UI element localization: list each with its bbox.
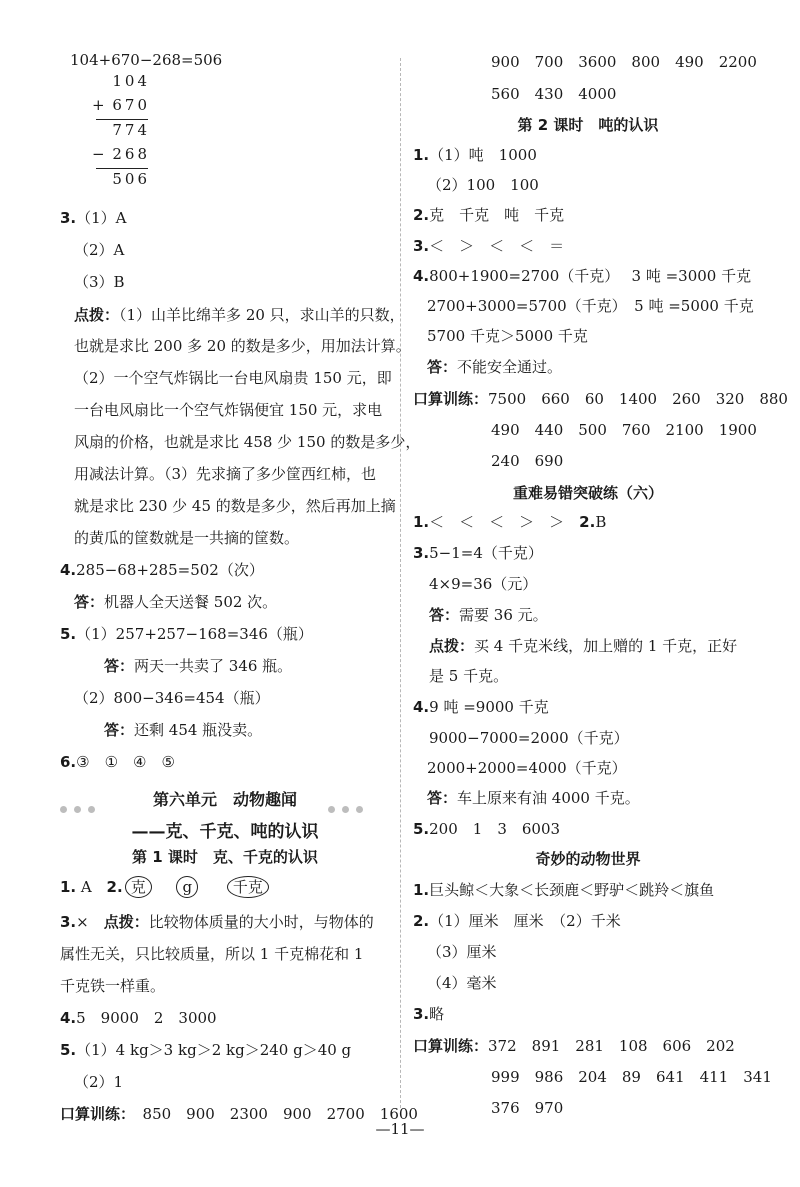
l2-q2-answer: 克 千克 吨 千克 (429, 206, 565, 224)
circled-answer: g (176, 876, 198, 898)
vcalc-addend-a: 104 (112, 72, 150, 90)
answer-label: 答： (104, 657, 135, 675)
l1-q4-answer: 5 9000 2 3000 (76, 1009, 217, 1027)
w-q3-number: 3. (413, 1005, 430, 1023)
hint-line: 风扇的价格，也就是求比 458 少 150 的数是多少， (74, 433, 421, 451)
q5-equation-2: （2）800−346=454（瓶） (74, 689, 270, 707)
oral-training-values: 372 891 281 108 606 202 (488, 1037, 735, 1055)
l2-q4-line: 2700+3000=5700（千克） 5 吨 =5000 千克 (427, 297, 754, 315)
q3-number: 3. (60, 209, 77, 227)
l1-q5-number: 5. (60, 1041, 77, 1059)
s6-q3-hint-line: 买 4 千克米线，加上赠的 1 千克，正好 (474, 637, 738, 655)
s6-q4-number: 4. (413, 698, 430, 716)
l1-q2-number: 2. (106, 878, 123, 896)
l2-q4-line: 800+1900=2700（千克） 3 吨 =3000 千克 (429, 267, 752, 285)
circled-answer: 克 (125, 876, 152, 898)
l1-q3-hint-line: 属性无关，只比较质量，所以 1 千克棉花和 1 (60, 945, 364, 963)
oral-training-values: 850 900 2300 900 2700 1600 (142, 1105, 418, 1123)
l2-q4-answer: 不能安全通过。 (457, 358, 563, 376)
q3-answer-3: （3）B (74, 273, 125, 291)
l2-q4-line: 5700 千克＞5000 千克 (427, 327, 588, 345)
q4-answer: 机器人全天送餐 502 次。 (104, 593, 278, 611)
answer-label: 答： (427, 358, 458, 376)
lesson-2-title: 第 2 课时 吨的认识 (517, 116, 659, 134)
w-q1-number: 1. (413, 881, 430, 899)
l2-q2-number: 2. (413, 206, 430, 224)
hint-line: 的黄瓜的筐数就是一共摘的筐数。 (74, 529, 300, 547)
q4-number: 4. (60, 561, 77, 579)
oral-training-values: 490 440 500 760 2100 1900 (491, 421, 757, 439)
page-number: —11— (375, 1120, 425, 1138)
l1-q1-answer: A (80, 878, 92, 896)
s6-q4-line: 9000−7000=2000（千克） (429, 729, 629, 747)
l2-q3-number: 3. (413, 237, 430, 255)
s6-q3-equation-1: 5−1=4（千克） (429, 544, 543, 562)
q3-answer-2: （2）A (74, 241, 125, 259)
q5-answer-1: 两天一共卖了 346 瓶。 (134, 657, 293, 675)
q5-answer-2: 还剩 454 瓶没卖。 (134, 721, 263, 739)
w-q2-line: （3）厘米 (427, 943, 497, 961)
oral-training-values: 999 986 204 89 641 411 341 (491, 1068, 772, 1086)
answer-label: 答： (429, 606, 460, 624)
l1-q5-answer-2: （2）1 (74, 1073, 124, 1091)
s6-q3-number: 3. (413, 544, 430, 562)
carryover-values: 560 430 4000 (491, 85, 617, 103)
l1-q3-number: 3. (60, 913, 77, 931)
s6-q2-answer: B (595, 513, 607, 531)
s6-q3-equation-2: 4×9=36（元） (429, 575, 538, 593)
w-q1-answer: 巨头鲸＜大象＜长颈鹿＜野驴＜跳羚＜旗鱼 (429, 881, 715, 899)
vcalc-rule (96, 168, 148, 169)
unit-title: 第六单元 动物趣闻 (152, 790, 297, 809)
vcalc-subtrahend: 268 (112, 145, 150, 163)
hint-line: （2）一个空气炸锅比一台电风扇贵 150 元，即 (74, 369, 392, 387)
s6-q5-answer: 200 1 3 6003 (429, 820, 561, 838)
l2-q1-answer-2: （2）100 100 (427, 176, 539, 194)
s6-q4-line: 2000+2000=4000（千克） (427, 759, 627, 777)
w-q2-line: （1）厘米 厘米 （2）千米 (429, 912, 621, 930)
oral-training-label: 口算训练： (60, 1105, 128, 1123)
w-q2-line: （4）毫米 (427, 974, 497, 992)
oral-training-values: 7500 660 60 1400 260 320 880 (488, 390, 788, 408)
oral-training-label: 口算训练： (413, 390, 489, 408)
vcalc-rule (96, 119, 148, 120)
hint-label: 点拨： (429, 637, 475, 655)
plus-sign: + (92, 96, 105, 114)
oral-training-values: 240 690 (491, 452, 564, 470)
l1-q3-hint-line: 千克铁一样重。 (60, 977, 166, 995)
l2-q4-number: 4. (413, 267, 430, 285)
q5-number: 5. (60, 625, 77, 643)
l1-q5-answer-1: （1）4 kg＞3 kg＞2 kg＞240 g＞40 g (76, 1041, 352, 1059)
q6-answer: ③ ① ④ ⑤ (76, 753, 175, 771)
s6-q4-answer: 车上原来有油 4000 千克。 (457, 789, 640, 807)
hint-line: 用减法计算。（3）先求摘了多少筐西红柿，也 (74, 465, 377, 483)
s6-q5-number: 5. (413, 820, 430, 838)
answer-label: 答： (104, 721, 135, 739)
w-q3-answer: 略 (429, 1005, 445, 1023)
equation-top: 104+670−268=506 (70, 51, 223, 69)
hint-line: 一台电风扇比一个空气炸锅便宜 150 元，求电 (74, 401, 383, 419)
vcalc-result: 506 (112, 170, 150, 188)
oral-training-label: 口算训练： (413, 1037, 489, 1055)
l2-q3-answer: ＜ ＞ ＜ ＜ ＝ (429, 237, 565, 255)
hint-label: 点拨： (74, 306, 120, 324)
s6-q4-line: 9 吨 =9000 千克 (429, 698, 549, 716)
hint-label: 点拨： (103, 913, 149, 931)
hint-line: 也就是求比 200 多 20 的数是多少，用加法计算。 (74, 337, 411, 355)
column-divider (400, 58, 401, 1108)
s6-q3-answer: 需要 36 元。 (459, 606, 548, 624)
q5-equation-1: （1）257+257−168=346（瓶） (76, 625, 313, 643)
l2-q1-answer-1: （1）吨 1000 (429, 146, 537, 164)
l1-q3-mark: × (76, 913, 89, 931)
oral-training-values: 376 970 (491, 1099, 564, 1117)
lesson-1-title: 第 1 课时 克、千克的认识 (132, 848, 318, 866)
hint-line: （1）山羊比绵羊多 20 只，求山羊的只数， (119, 306, 405, 324)
vcalc-sum: 774 (112, 121, 150, 139)
section-6-title: 重难易错突破练（六） (512, 484, 663, 502)
s6-q1-answer: ＜ ＜ ＜ ＞ ＞ (429, 513, 565, 531)
l2-q1-number: 1. (413, 146, 430, 164)
animal-world-title: 奇妙的动物世界 (535, 850, 641, 868)
w-q2-number: 2. (413, 912, 430, 930)
l1-q3-hint-line: 比较物体质量的大小时，与物体的 (148, 913, 374, 931)
l1-q4-number: 4. (60, 1009, 77, 1027)
s6-q1-number: 1. (413, 513, 430, 531)
q6-number: 6. (60, 753, 77, 771)
s6-q2-number: 2. (579, 513, 596, 531)
unit-subtitle: ——克、千克、吨的认识 (131, 822, 319, 842)
s6-q3-hint-line: 是 5 千克。 (429, 667, 509, 685)
l1-q1-number: 1. (60, 878, 77, 896)
carryover-values: 900 700 3600 800 490 2200 (491, 53, 757, 71)
hint-line: 就是求比 230 少 45 的数是多少，然后再加上摘 (74, 497, 396, 515)
vcalc-addend-b: 670 (112, 96, 150, 114)
circled-answer: 千克 (227, 876, 269, 898)
q4-equation: 285−68+285=502（次） (76, 561, 264, 579)
answer-label: 答： (427, 789, 458, 807)
answer-label: 答： (74, 593, 105, 611)
minus-sign: − (92, 145, 105, 163)
q3-answer-1: （1）A (76, 209, 127, 227)
